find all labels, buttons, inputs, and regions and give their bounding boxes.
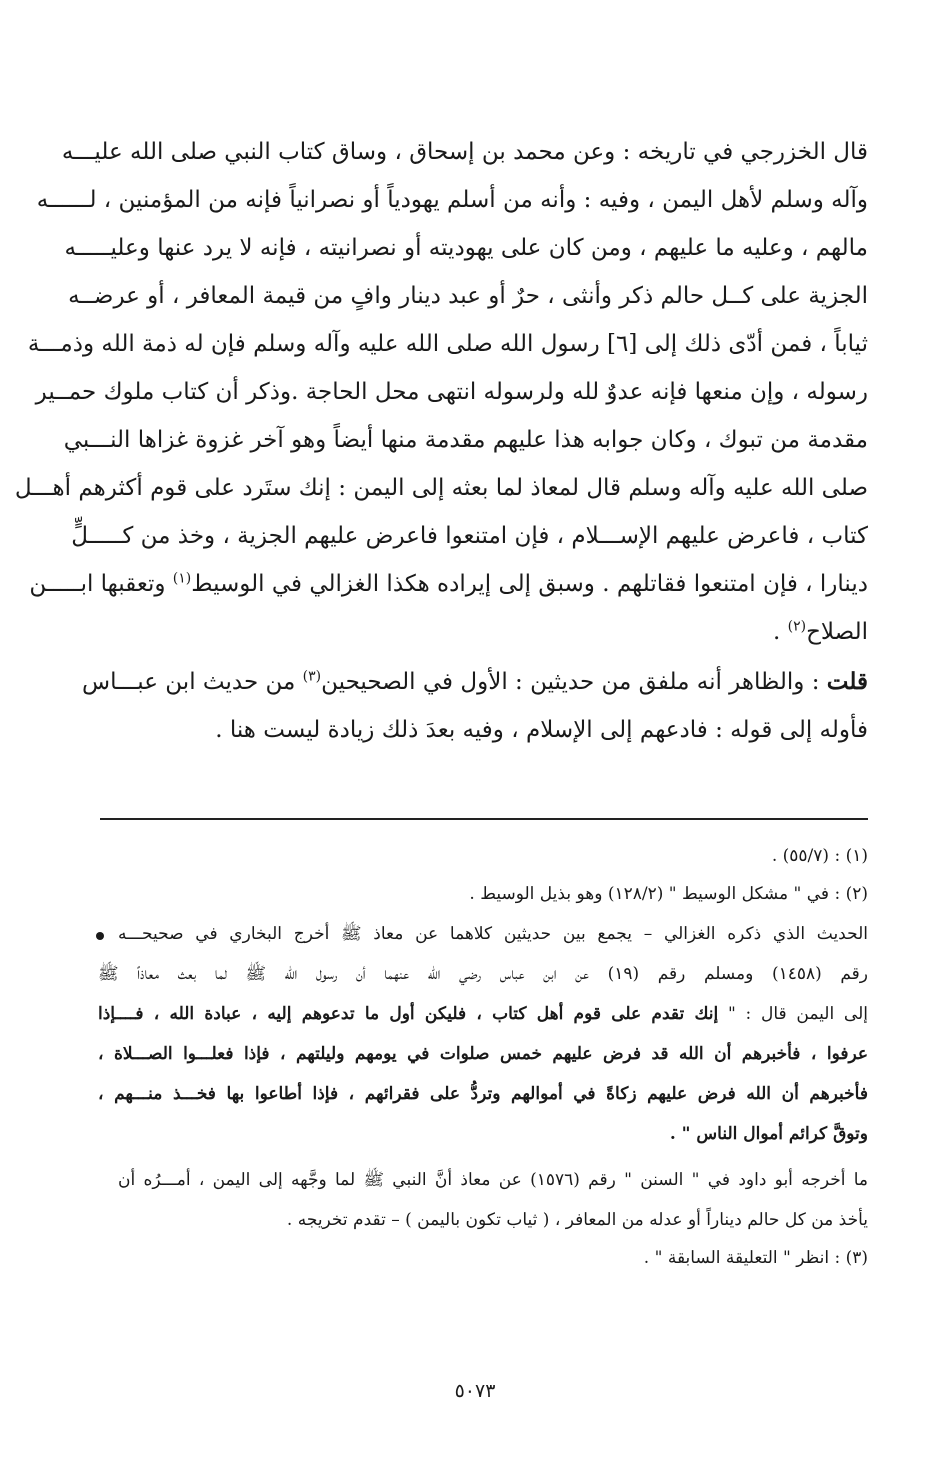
footnote-divider: [100, 818, 868, 820]
qult-line: [82, 664, 868, 700]
main-text-line: صلى الله عليه وآله وسلم قال لمعاذ لما بعثه إلى اليمن : إنك ستَرد على قوم أكثرهم أهـــل: [14, 475, 868, 501]
qult-word: قلت: [826, 668, 868, 695]
line-text: وتعقبها ابـــــن: [29, 571, 173, 597]
footnote-ref-2[interactable]: (٢): [787, 618, 807, 635]
footnote-2: (٢) : في " مشكل الوسيط " (١٢٨/٢) وهو بذيل الوسيط .: [469, 884, 868, 904]
hadith-text: إنك تقدم على قوم أهل كتاب ، فليكن أول ما تدعوهم إليه ، عبادة الله ، فــــإذا: [98, 1004, 719, 1024]
main-text-line: رسوله ، وإن منعها فإنه عدوٌ لله ولرسوله انتهى محل الحاجة .وذكر أن كتاب ملوك حمــير: [35, 379, 868, 405]
footnote-ref-1[interactable]: (١): [172, 570, 192, 587]
line-text: : والظاهر أنه ملفق من حديثين : الأول في الصحيحين: [321, 669, 827, 695]
page-number: ٥٠٧٣: [454, 1380, 496, 1402]
line-text: .: [772, 619, 788, 645]
main-text-line: ثياباً ، فمن أدّى ذلك إلى [٦] رسول الله صلى الله عليه وآله وسلم فإن له ذمة الله وذمـــة: [27, 331, 868, 357]
footnote-bullet-line: الحديث الذي ذكره الغزالي – يجمع بين حديثين كلاهما عن معاذ ﷺ أخرج البخاري في صحيحـــه: [118, 924, 868, 944]
line-text: دينارا ، فإن امتنعوا فقاتلهم . وسبق إلى إيراده هكذا الغزالي في الوسيط: [191, 571, 868, 597]
main-text-line: مقدمة من تبوك ، وكان جوابه هذا عليهم مقدمة منها أيضاً وهو آخر غزوة غزاها النـــبي: [63, 427, 868, 453]
main-text-line: مالهم ، وعليه ما عليهم ، ومن كان على يهوديته أو نصرانيته ، فإنه لا يرد عنها وعليـــــه: [64, 235, 868, 261]
footnote-bullet-line: رقم (١٤٥٨) ومسلم رقم (١٩) عن ابن عباس رضي الله عنهما أن رسول الله ﷺ لما بعث معاذاً ﷺ: [98, 964, 868, 984]
line-text: الصلاح: [806, 619, 868, 645]
main-text-line: [82, 614, 868, 650]
main-text-line: وآله وسلم لأهل اليمن ، وفيه : وأنه من أسلم يهودياً أو نصرانياً فإنه من المؤمنين ، لــــــه: [36, 187, 868, 213]
main-text-line: قال الخزرجي في تاريخه : وعن محمد بن إسحاق ، وساق كتاب النبي صلى الله عليـــه: [61, 139, 868, 165]
main-text-line: الجزية على كــل حالم ذكر وأنثى ، حرٌ أو عبد دينار وافٍ من قيمة المعافر ، أو عرضــه: [68, 283, 868, 309]
main-text-line: فأوله إلى قوله : فادعهم إلى الإسلام ، وفيه بعدَ ذلك زيادة ليست هنا .: [215, 717, 868, 743]
hadith-intro: إلى اليمن قال : ": [727, 1004, 868, 1024]
main-text-line: كتاب ، فاعرض عليهم الإســـلام ، فإن امتنعوا فاعرض عليهم الجزية ، وخذ من كـــــلٍّ: [71, 523, 868, 549]
footnote-1: (١) : (٥٥/٧) .: [771, 846, 868, 866]
footnote-hadith-line: عرفوا ، فأخبرهم أن الله قد فرض عليهم خمس صلوات في يومهم وليلتهم ، فإذا فعلـــوا الصـــلاة ،: [98, 1044, 868, 1064]
footnote-hadith-line: فأخبرهم أن الله فرض عليهم زكاةً في أموالهم وتردُّ على فقرائهم ، فإذا أطاعوا بها فخـــذ منـــهم ،: [98, 1084, 868, 1104]
bullet-icon: [96, 932, 104, 940]
footnote-hadith-line: [98, 1000, 868, 1030]
footnote-ref-3[interactable]: (٣): [302, 668, 322, 685]
footnote-abu-dawud-line: يأخذ من كل حالم ديناراً أو عدله من المعافر ، ( ثياب تكون باليمن ) – تقدم تخريجه .: [286, 1210, 868, 1230]
footnote-abu-dawud-line: ما أخرجه أبو داود في " السنن " رقم (١٥٧٦) عن معاذ أنَّ النبي ﷺ لما وجَّهه إلى اليمن ، أمـــرُه أن: [118, 1170, 868, 1190]
main-text-line: [29, 566, 868, 602]
footnote-3: (٣) : انظر " التعليقة السابقة " .: [643, 1248, 868, 1268]
footnote-hadith-line: وتوقَّ كرائم أموال الناس " .: [669, 1124, 868, 1144]
line-text: من حديث ابن عبـــاس: [82, 669, 303, 695]
